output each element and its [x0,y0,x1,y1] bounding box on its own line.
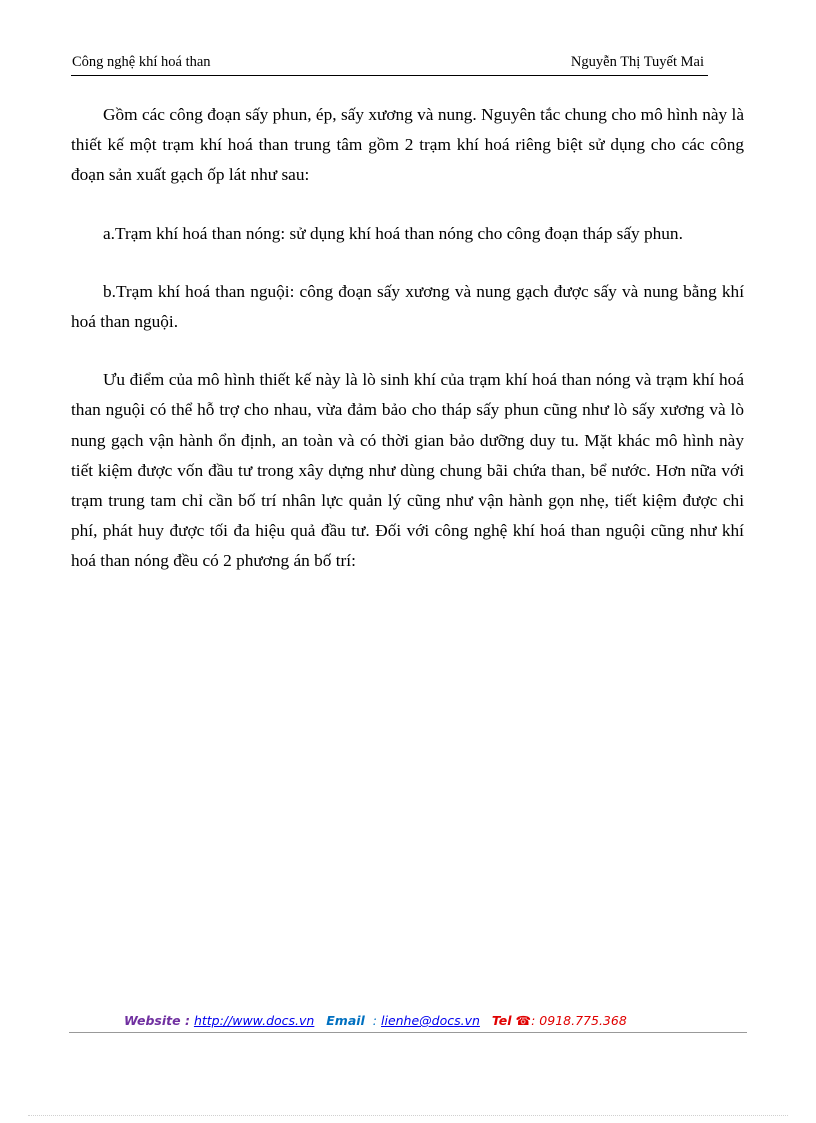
footer-email-link[interactable]: lienhe@docs.vn [381,1013,480,1028]
footer-email-label: Email [326,1013,365,1028]
header-document-title: Công nghệ khí hoá than [72,54,211,70]
paragraph-hot-station: a.Trạm khí hoá than nóng: sử dụng khí hoá than nóng cho công đoạn tháp sấy phun. [103,223,683,243]
phone-icon: ☎ [515,1013,532,1028]
paragraph-intro: Gồm các công đoạn sấy phun, ép, sấy xương và nung. Nguyên tắc chung cho mô hình này là thiết kế một trạm khí hoá than trung tâm gồm 2 trạm khí hoá riêng biệt sử dụng cho các công đoạn sản xuất gạch ốp lát như sau: [71,105,744,185]
footer-divider [69,1032,747,1033]
document-body [71,100,744,605]
footer-website-link[interactable]: http://www.docs.vn [193,1013,315,1028]
footer-tel-label: Tel [491,1013,512,1028]
paragraph-advantages: Ưu điểm của mô hình thiết kế này là lò sinh khí của trạm khí hoá than nóng và trạm khí hoá than nguội có thể hỗ trợ cho nhau, vừa đảm bảo cho tháp sấy phun cũng như lò sấy xương và lò nung gạch vận hành ổn định, an toàn và có thời gian bảo dưỡng duy tu. Mặt khác mô hình này tiết kiệm được vốn đầu tư trong xây dựng như dùng chung bãi chứa than, bể nước. Hơn nữa với trạm trung tam chỉ cần bố trí nhân lực quản lý cũng như vận hành gọn nhẹ, tiết kiệm được chi phí, phát huy được tối đa hiệu quả đầu tư. Đối với công nghệ khí hoá than nguội cũng như khí hoá than nóng đều có 2 phương án bố trí: [71,370,744,571]
footer-website-label: Website : [124,1013,190,1028]
paragraph-cold-station: b.Trạm khí hoá than nguội: công đoạn sấy xương và nung gạch được sấy và nung bằng khí hoá than nguội. [71,281,744,332]
page-bottom-border [28,1115,788,1116]
page-header [71,53,708,76]
footer-phone-number: : 0918.775.368 [531,1013,627,1028]
page-footer [124,1013,627,1028]
header-author: Nguyễn Thị Tuyết Mai [570,54,704,70]
footer-email-separator: : [372,1013,378,1028]
